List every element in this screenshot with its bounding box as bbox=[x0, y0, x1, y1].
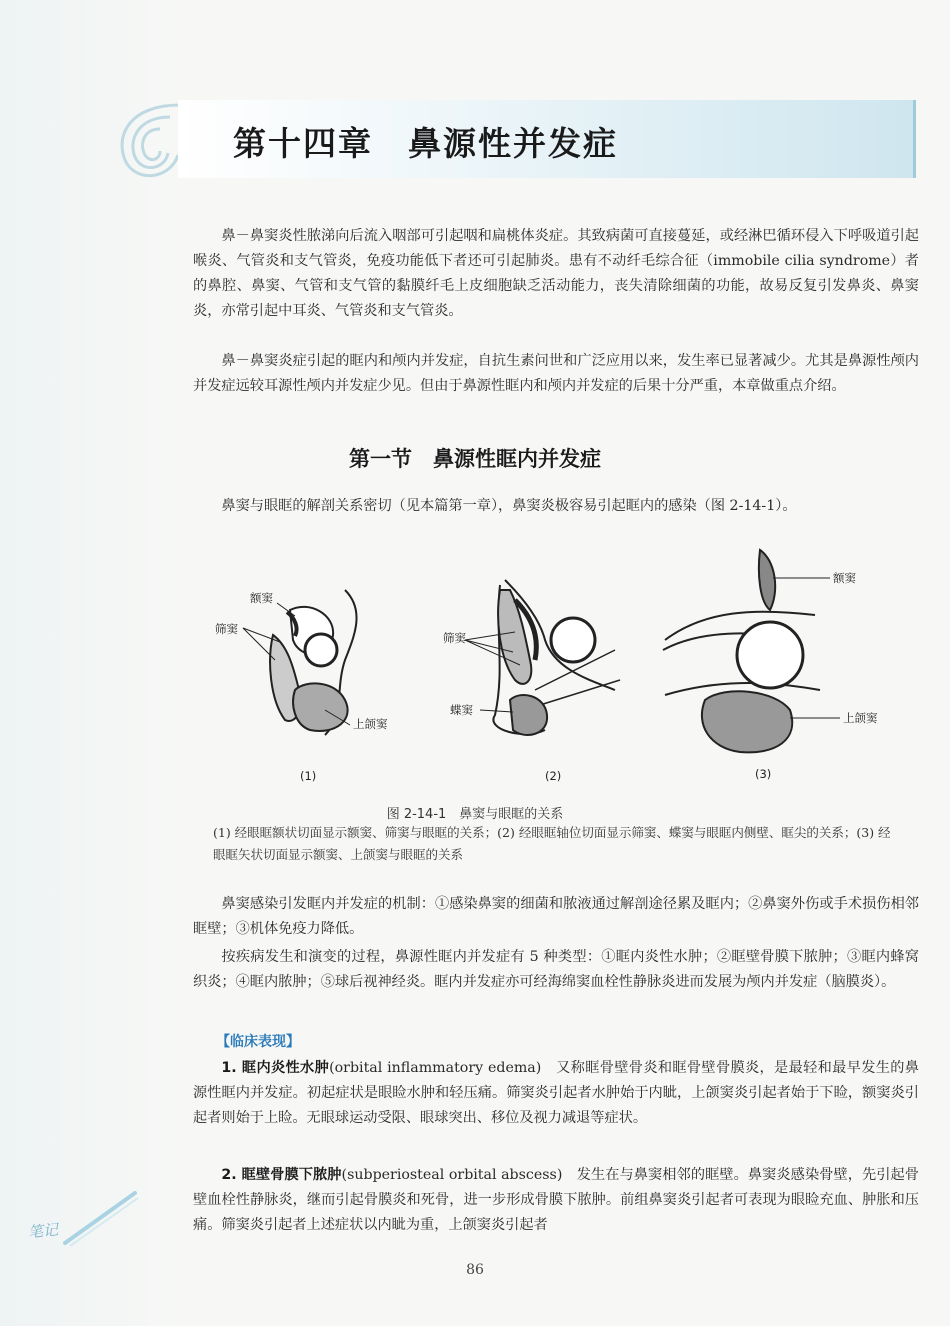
section-intro-paragraph: 鼻窦与眼眶的解剖关系密切（见本篇第一章），鼻窦炎极容易引起眶内的感染（图 2-14-1）。 bbox=[221, 498, 797, 514]
page-number: 86 bbox=[466, 1262, 484, 1278]
panel-2-label-sphenoid: 蝶窦 bbox=[450, 703, 473, 717]
section-title: 第一节 鼻源性眶内并发症 bbox=[349, 447, 601, 471]
body-paragraph-1: 鼻窦感染引发眶内并发症的机制：①感染鼻窦的细菌和脓液通过解剖途径累及眶内；②鼻窦外伤或手术损伤相邻眶壁；③机体免疫力降低。 bbox=[193, 896, 919, 937]
figure-note: (1) 经眼眶额状切面显示额窦、筛窦与眼眶的关系；(2) 经眼眶轴位切面显示筛窦、蝶窦与眼眶内侧壁、眶尖的关系；(3) 经眼眶矢状切面显示额窦、上颌窦与眼眶的关系 bbox=[213, 825, 891, 862]
panel-1-index: (1) bbox=[300, 769, 317, 783]
panel-3-label-frontal: 额窦 bbox=[833, 571, 856, 585]
left-margin bbox=[0, 0, 180, 1326]
panel-2-index: (2) bbox=[545, 769, 562, 783]
figure-panel-1 bbox=[215, 590, 388, 783]
clinical-heading: 【临床表现】 bbox=[216, 1034, 300, 1050]
panel-1-label-maxillary: 上颌窦 bbox=[353, 717, 388, 731]
chapter-title: 第十四章 鼻源性并发症 bbox=[233, 124, 618, 163]
intro-paragraph-1: 鼻－鼻窦炎性脓涕向后流入咽部可引起咽和扁桃体炎症。其致病菌可直接蔓延，或经淋巴循环侵入下呼吸道引起喉炎、气管炎和支气管炎，免疫功能低下者还可引起肺炎。患有不动纤毛综合征（immobile cilia syndrome）者的鼻腔、鼻窦、气管和支气管的黏膜纤毛上皮细胞缺乏活动能力，丧失清除细菌的功能，故易反复引发鼻炎、鼻窦炎，亦常引起中耳炎、气管炎和支气管炎。 bbox=[193, 228, 919, 319]
body-paragraph-2: 按疾病发生和演变的过程，鼻源性眶内并发症有 5 种类型：①眶内炎性水肿；②眶壁骨膜下脓肿；③眶内蜂窝织炎；④眶内脓肿；⑤球后视神经炎。眶内并发症亦可经海绵窦血栓性静脉炎进而发展为颅内并发症（脑膜炎）。 bbox=[193, 949, 919, 990]
pencil-icon bbox=[60, 1188, 140, 1248]
figure-caption: 图 2-14-1 鼻窦与眼眶的关系 bbox=[386, 807, 564, 822]
panel-3-label-maxillary: 上颌窦 bbox=[843, 711, 878, 725]
panel-2-label-ethmoid: 筛窦 bbox=[443, 631, 466, 645]
clinical-item-2-title: 2. 眶壁骨膜下脓肿 bbox=[221, 1167, 342, 1183]
clinical-item-1-title: 1. 眶内炎性水肿 bbox=[221, 1060, 330, 1076]
figure-panel-3 bbox=[663, 550, 878, 781]
anatomy-figure bbox=[195, 540, 915, 795]
clinical-item-2-text: (subperiosteal orbital abscess) 发生在与鼻窦相邻的眶壁。鼻窦炎感染骨壁，先引起骨壁血栓性静脉炎，继而引起骨膜炎和死骨，进一步形成骨膜下脓肿。前组鼻窦炎引起者可表现为眼睑充血、肿胀和压痛。筛窦炎引起者上述症状以内眦为重，上颌窦炎引起者 bbox=[193, 1167, 919, 1233]
panel-1-label-ethmoid: 筛窦 bbox=[215, 622, 238, 636]
panel-3-index: (3) bbox=[755, 767, 772, 781]
panel-1-label-frontal: 额窦 bbox=[250, 591, 273, 605]
figure-panel-2 bbox=[443, 580, 620, 783]
clinical-item-1 bbox=[193, 1056, 919, 1131]
intro-paragraph-2: 鼻－鼻窦炎症引起的眶内和颅内并发症，自抗生素问世和广泛应用以来，发生率已显著减少。尤其是鼻源性颅内并发症远较耳源性颅内并发症少见。但由于鼻源性眶内和颅内并发症的后果十分严重，本章做重点介绍。 bbox=[193, 353, 919, 394]
notes-label: 笔记 bbox=[27, 1220, 59, 1242]
clinical-item-1-text: (orbital inflammatory edema) 又称眶骨壁骨炎和眶骨壁骨膜炎，是最轻和最早发生的鼻源性眶内并发症。初起症状是眼睑水肿和轻压痛。筛窦炎引起者水肿始于内眦，上颌窦炎引起者始于下睑，额窦炎引起者则始于上睑。无眼球运动受限、眼球突出、移位及视力减退等症状。 bbox=[193, 1060, 919, 1126]
clinical-item-2 bbox=[193, 1163, 919, 1238]
